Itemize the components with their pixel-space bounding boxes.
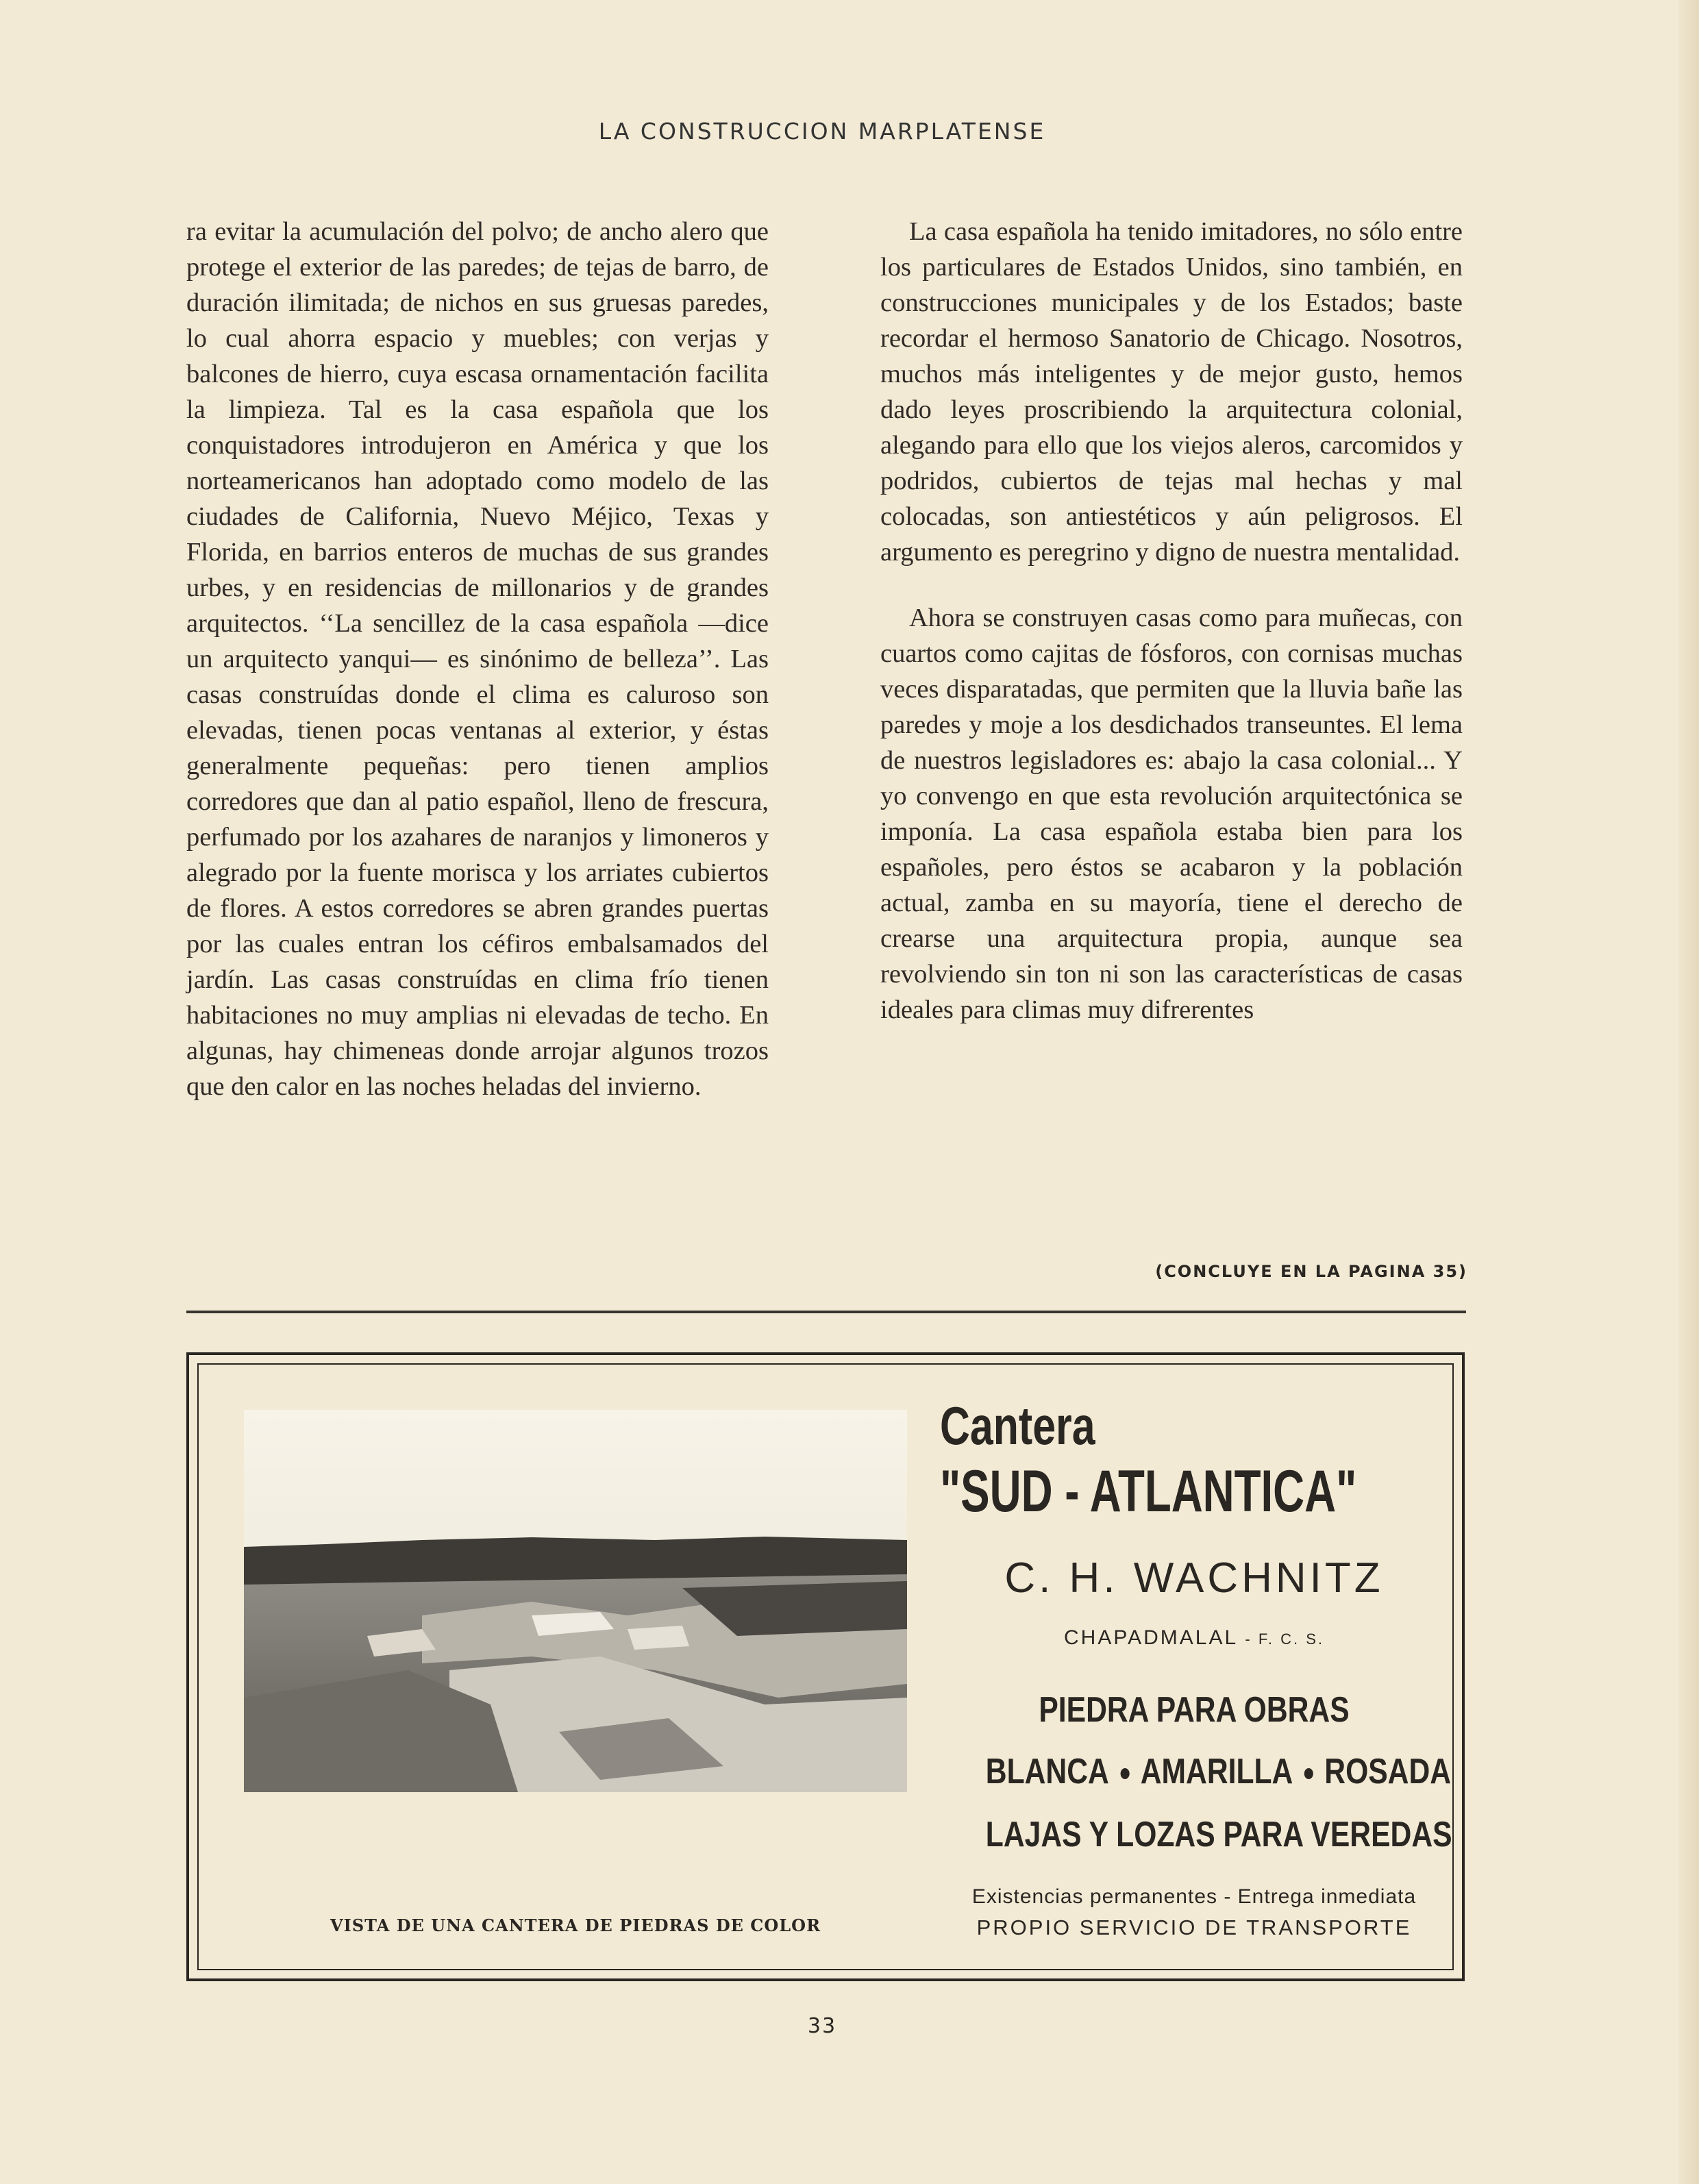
article-right-column xyxy=(880,214,1463,1028)
ad-company-name: "SUD - ATLANTICA" xyxy=(940,1459,1357,1524)
article-paragraph: La casa española ha tenido imitadores, no sólo entre los particulares de Estados Unidos, sino también, en construcciones municipales y de los Estados; baste recordar el hermoso Sanatorio de Chicago. Nosotros, muchos más inteligentes y de mejor gusto, hemos dado leyes proscribiendo la arquitectura colonial, alegando para ello que los viejos aleros, carcomidos y podridos, cubiertos de tejas mal hechas y mal colocadas, son antiestéticos y aún peligrosos. El argumento es peregrino y digno de nuestra mentalidad. xyxy=(880,217,1463,567)
ad-footer-stock: Existencias permanentes - Entrega inmediata xyxy=(971,1885,1417,1908)
bullet-icon xyxy=(1304,1768,1313,1779)
photo-caption: VISTA DE UNA CANTERA DE PIEDRAS DE COLOR xyxy=(330,1915,821,1935)
bullet-icon xyxy=(1120,1768,1129,1779)
ad-colors-line xyxy=(985,1751,1452,1792)
ad-location-name: CHAPADMALAL xyxy=(1064,1626,1238,1649)
ad-color-item: ROSADA xyxy=(1324,1752,1452,1791)
page-edge xyxy=(1678,0,1699,2184)
ad-color-item: BLANCA xyxy=(985,1752,1109,1791)
article-left-column xyxy=(186,214,769,1104)
page-number: 33 xyxy=(807,2014,837,2038)
quarry-photo xyxy=(244,1410,907,1792)
ad-product-line: PIEDRA PARA OBRAS xyxy=(1039,1690,1350,1730)
ad-footer-transport: PROPIO SERVICIO DE TRANSPORTE xyxy=(976,1915,1412,1939)
ad-color-item: AMARILLA xyxy=(1140,1752,1293,1791)
ad-title-small: Cantera xyxy=(940,1395,1095,1456)
article-paragraph: ra evitar la acumulación del polvo; de ancho alero que protege el exterior de las paredes; de tejas de barro, de duración ilimitada; de nichos en sus gruesas paredes, lo cual ahorra espacio y muebles; con verjas y balcones de hierro, cuya escasa ornamentación facilita la limpieza. Tal es la casa española que los conquistadores introdujeron en América y que los norteamericanos han adoptado como modelo de las ciudades de California, Nuevo Méjico, Texas y Florida, en barrios enteros de muchas de sus grandes urbes, y en residencias de millonarios y de grandes arquitectos. ‘‘La sencillez de la casa española —dice un arquitecto yanqui— es sinónimo de belleza’’. Las casas construídas donde el clima es caluroso son elevadas, tienen pocas ventanas al exterior, y éstas generalmente pequeñas: pero tienen amplios corredores que dan al patio español, lleno de frescura, perfumado por los azahares de naranjos y limoneros y alegrado por la fuente morisca y los arriates cubiertos de flores. A estos corredores se abren grandes puertas por las cuales entran los céfiros embalsamados del jardín. Las casas construídas en clima frío tienen habitaciones no muy amplias ni elevadas de techo. En algunas, hay chimeneas donde arrojar algunos trozos que den calor en las noches heladas del invierno. xyxy=(186,217,769,1101)
continuation-note: (CONCLUYE EN LA PAGINA 35) xyxy=(1155,1262,1467,1281)
ad-location xyxy=(940,1626,1448,1650)
running-header: LA CONSTRUCCION MARPLATENSE xyxy=(598,118,1046,145)
ad-railway: - F. C. S. xyxy=(1245,1630,1324,1648)
advertisement-text xyxy=(940,1355,1452,1978)
section-divider xyxy=(186,1311,1466,1313)
advertisement xyxy=(186,1352,1465,1981)
article-paragraph: Ahora se construyen casas como para muñecas, con cuartos como cajitas de fósforos, con cornisas muchas veces disparatadas, que permiten que la lluvia bañe las paredes y moje a los desdichados transeuntes. El lema de nuestros legisladores es: abajo la casa colonial... Y yo convengo en que esta revolución arquitectónica se imponía. La casa española estaba bien para los españoles, pero éstos se acabaron y la población actual, zamba en su mayoría, tiene el derecho de crearse una arquitectura propia, aunque sea revolviendo sin ton ni son las características de casas ideales para climas muy difrerentes xyxy=(880,604,1463,1024)
ad-owner-name: C. H. WACHNITZ xyxy=(1004,1554,1384,1602)
ad-product-line: LAJAS Y LOZAS PARA VEREDAS xyxy=(985,1815,1452,1854)
